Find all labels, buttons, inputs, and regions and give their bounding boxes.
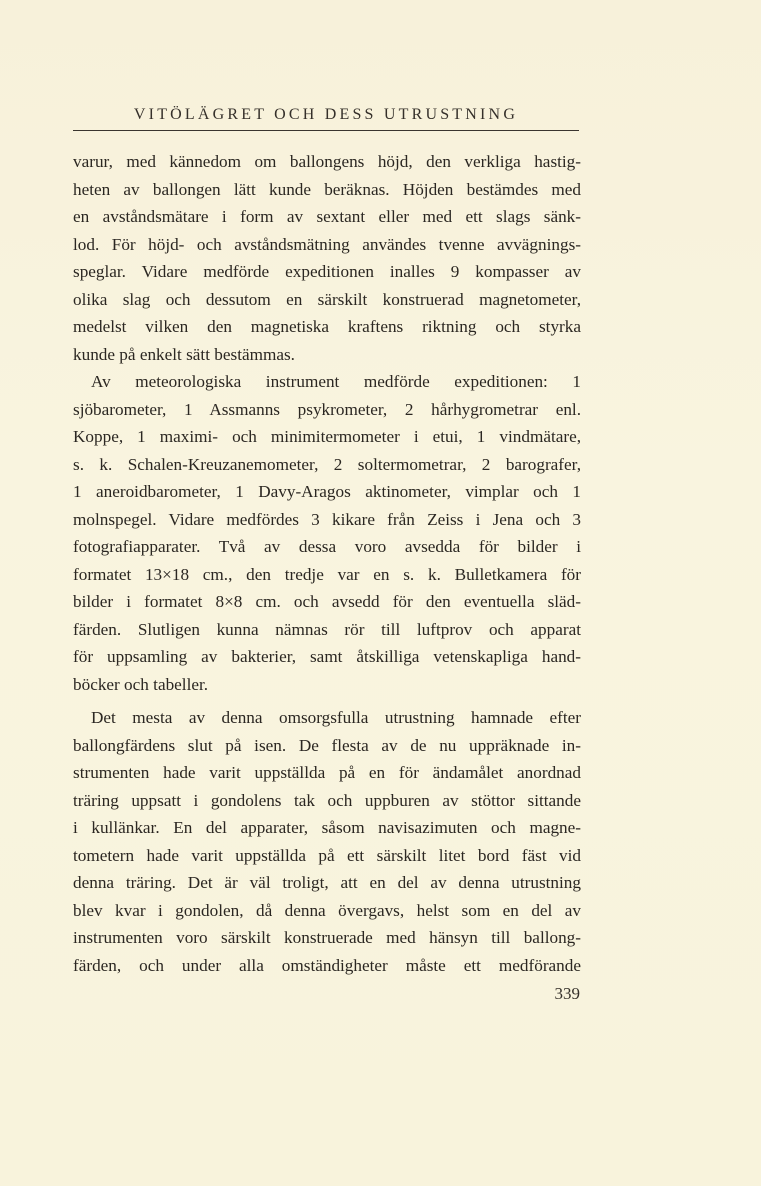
paragraph-1: [73, 148, 581, 368]
text-line: färden, och under alla omständigheter måste ett medförande: [73, 955, 581, 975]
text-line: speglar. Vidare medförde expeditionen inalles 9 kompasser av: [73, 262, 581, 281]
text-line: kunde på enkelt sätt bestämmas.: [73, 344, 295, 364]
page-number: 339: [554, 984, 580, 1003]
text-line: heten av ballongen lätt kunde beräknas. Höjden bestämdes med: [73, 179, 581, 199]
text-line: fotografiapparater. Två av dessa voro avsedda för bilder i: [73, 537, 581, 556]
text-line: träring uppsatt i gondolens tak och uppburen av stöttor sittande: [73, 790, 581, 810]
text-line: i kullänkar. En del apparater, såsom navisazimuten och magne-: [73, 818, 581, 837]
text-line: Av meteorologiska instrument medförde expeditionen: 1: [91, 372, 581, 391]
text-line: blev kvar i gondolen, då denna övergavs, helst som en del av: [73, 900, 581, 920]
text-line: böcker och tabeller.: [73, 674, 209, 694]
text-line: färden. Slutligen kunna nämnas rör till luftprov och apparat: [73, 619, 581, 639]
text-line: 1 aneroidbarometer, 1 Davy-Aragos aktinometer, vimplar och 1: [73, 482, 581, 501]
text-line: formatet 13×18 cm., den tredje var en s. k. Bulletkamera för: [73, 564, 581, 584]
text-line: instrumenten voro särskilt konstruerade med hänsyn till ballong-: [73, 928, 581, 947]
text-line: tometern hade varit uppställda på ett särskilt litet bord fäst vid: [73, 845, 581, 865]
text-line: Koppe, 1 maximi- och minimitermometer i etui, 1 vindmätare,: [73, 427, 581, 446]
paragraph-2: [73, 368, 581, 698]
text-line: varur, med kännedom om ballongens höjd, den verkliga hastig-: [73, 152, 581, 171]
text-line: sjöbarometer, 1 Assmanns psykrometer, 2 hårhygrometrar enl.: [73, 399, 581, 419]
text-line: lod. För höjd- och avståndsmätning användes tvenne avvägnings-: [73, 234, 581, 254]
text-line: ballongfärdens slut på isen. De flesta av de nu uppräknade in-: [73, 735, 581, 755]
text-line: strumenten hade varit uppställda på en för ändamålet anordnad: [73, 763, 581, 782]
header-rule: [73, 130, 579, 131]
text-line: s. k. Schalen-Kreuzanemometer, 2 soltermometrar, 2 barografer,: [73, 454, 581, 474]
text-line: bilder i formatet 8×8 cm. och avsedd för den eventuella släd-: [73, 592, 581, 611]
text-line: en avståndsmätare i form av sextant eller med ett slags sänk-: [73, 207, 581, 226]
body-text: [73, 148, 581, 979]
text-line: denna träring. Det är väl troligt, att en del av denna utrustning: [73, 873, 581, 892]
paragraph-3: [73, 704, 581, 979]
running-head: VITÖLÄGRET OCH DESS UTRUSTNING: [133, 106, 519, 123]
text-line: molnspegel. Vidare medfördes 3 kikare från Zeiss i Jena och 3: [73, 509, 581, 529]
text-line: Det mesta av denna omsorgsfulla utrustning hamnade efter: [91, 708, 581, 727]
text-line: för uppsamling av bakterier, samt åtskilliga vetenskapliga hand-: [73, 647, 581, 666]
text-line: medelst vilken den magnetiska kraftens riktning och styrka: [73, 317, 581, 336]
text-line: olika slag och dessutom en särskilt konstruerad magnetometer,: [73, 289, 581, 309]
